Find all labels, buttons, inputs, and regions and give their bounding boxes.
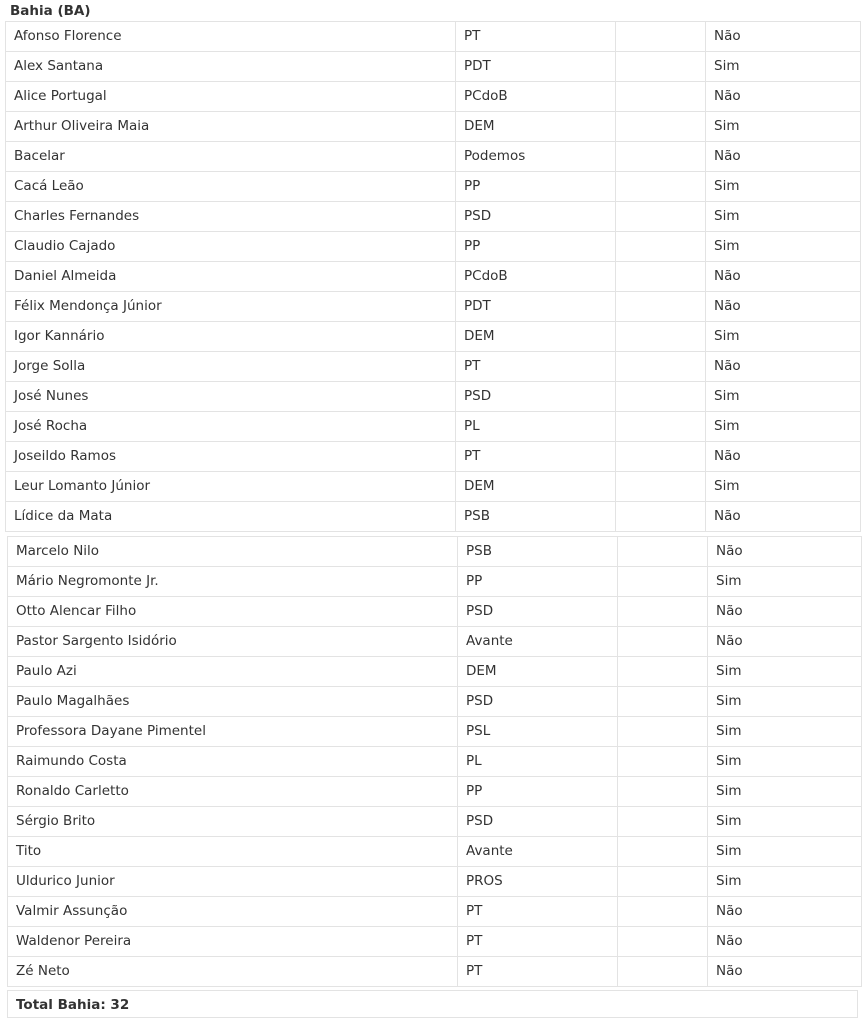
- deputies-table-top-body: [6, 22, 861, 532]
- vote-cell: Não: [706, 352, 861, 382]
- table-row: [6, 412, 861, 442]
- deputy-name-cell: Paulo Azi: [8, 657, 458, 687]
- deputy-name-cell: Zé Neto: [8, 957, 458, 987]
- empty-cell: [616, 172, 706, 202]
- table-row: [6, 442, 861, 472]
- deputy-name-cell: Arthur Oliveira Maia: [6, 112, 456, 142]
- deputies-table-bottom: [7, 536, 862, 987]
- party-cell: PL: [458, 747, 618, 777]
- vote-cell: Não: [708, 627, 862, 657]
- vote-cell: Sim: [708, 567, 862, 597]
- empty-cell: [618, 807, 708, 837]
- party-cell: PSD: [456, 382, 616, 412]
- deputy-name-cell: Afonso Florence: [6, 22, 456, 52]
- table-row: [6, 502, 861, 532]
- vote-cell: Não: [706, 262, 861, 292]
- empty-cell: [618, 837, 708, 867]
- vote-cell: Sim: [708, 867, 862, 897]
- empty-cell: [616, 52, 706, 82]
- party-cell: Avante: [458, 837, 618, 867]
- table-row: [6, 472, 861, 502]
- vote-cell: Sim: [706, 412, 861, 442]
- vote-cell: Não: [706, 142, 861, 172]
- deputy-name-cell: Charles Fernandes: [6, 202, 456, 232]
- empty-cell: [618, 897, 708, 927]
- deputy-name-cell: Cacá Leão: [6, 172, 456, 202]
- party-cell: PP: [458, 567, 618, 597]
- party-cell: PT: [456, 442, 616, 472]
- party-cell: PT: [456, 22, 616, 52]
- deputy-name-cell: Tito: [8, 837, 458, 867]
- vote-cell: Não: [706, 82, 861, 112]
- deputy-name-cell: Mário Negromonte Jr.: [8, 567, 458, 597]
- table-row: [6, 142, 861, 172]
- empty-cell: [618, 567, 708, 597]
- vote-cell: Não: [706, 292, 861, 322]
- table-row: [8, 537, 862, 567]
- party-cell: PL: [456, 412, 616, 442]
- table-row: [6, 352, 861, 382]
- table-row: [8, 657, 862, 687]
- party-cell: DEM: [456, 112, 616, 142]
- party-cell: PT: [458, 897, 618, 927]
- deputy-name-cell: Leur Lomanto Júnior: [6, 472, 456, 502]
- table-row: [8, 927, 862, 957]
- party-cell: PP: [458, 777, 618, 807]
- table-row: [8, 597, 862, 627]
- deputy-name-cell: Sérgio Brito: [8, 807, 458, 837]
- empty-cell: [618, 657, 708, 687]
- party-cell: PSD: [456, 202, 616, 232]
- table-row: [6, 172, 861, 202]
- deputy-name-cell: José Nunes: [6, 382, 456, 412]
- party-cell: DEM: [456, 472, 616, 502]
- empty-cell: [616, 292, 706, 322]
- vote-cell: Não: [708, 537, 862, 567]
- vote-cell: Não: [708, 957, 862, 987]
- party-cell: PCdoB: [456, 82, 616, 112]
- deputy-name-cell: Uldurico Junior: [8, 867, 458, 897]
- party-cell: PSD: [458, 807, 618, 837]
- party-cell: PT: [456, 352, 616, 382]
- table-row: [8, 567, 862, 597]
- empty-cell: [616, 142, 706, 172]
- vote-cell: Não: [706, 22, 861, 52]
- deputy-name-cell: Jorge Solla: [6, 352, 456, 382]
- party-cell: PP: [456, 172, 616, 202]
- empty-cell: [616, 82, 706, 112]
- empty-cell: [616, 382, 706, 412]
- empty-cell: [616, 442, 706, 472]
- empty-cell: [618, 927, 708, 957]
- table-row: [6, 232, 861, 262]
- vote-cell: Sim: [706, 322, 861, 352]
- empty-cell: [618, 867, 708, 897]
- empty-cell: [616, 472, 706, 502]
- party-cell: PP: [456, 232, 616, 262]
- deputy-name-cell: Paulo Magalhães: [8, 687, 458, 717]
- vote-cell: Sim: [706, 232, 861, 262]
- table-row: [8, 627, 862, 657]
- vote-cell: Sim: [708, 747, 862, 777]
- empty-cell: [616, 352, 706, 382]
- deputy-name-cell: Lídice da Mata: [6, 502, 456, 532]
- table-row: [8, 777, 862, 807]
- vote-cell: Sim: [706, 112, 861, 142]
- vote-cell: Sim: [706, 172, 861, 202]
- table-row: [8, 837, 862, 867]
- deputy-name-cell: Igor Kannário: [6, 322, 456, 352]
- empty-cell: [616, 262, 706, 292]
- vote-cell: Sim: [708, 837, 862, 867]
- deputy-name-cell: José Rocha: [6, 412, 456, 442]
- table-row: [8, 867, 862, 897]
- vote-cell: Sim: [706, 202, 861, 232]
- vote-cell: Sim: [706, 52, 861, 82]
- deputy-name-cell: Waldenor Pereira: [8, 927, 458, 957]
- empty-cell: [616, 22, 706, 52]
- party-cell: PSD: [458, 687, 618, 717]
- party-cell: PSB: [456, 502, 616, 532]
- deputies-table-bottom-body: [8, 537, 862, 987]
- state-heading: Bahia (BA): [10, 3, 91, 19]
- table-row: [8, 717, 862, 747]
- empty-cell: [616, 412, 706, 442]
- empty-cell: [618, 777, 708, 807]
- deputy-name-cell: Ronaldo Carletto: [8, 777, 458, 807]
- deputy-name-cell: Pastor Sargento Isidório: [8, 627, 458, 657]
- table-row: [6, 52, 861, 82]
- table-row: [6, 22, 861, 52]
- empty-cell: [616, 112, 706, 142]
- table-row: [6, 112, 861, 142]
- deputy-name-cell: Marcelo Nilo: [8, 537, 458, 567]
- deputies-table-top: [5, 21, 861, 532]
- party-cell: PSB: [458, 537, 618, 567]
- party-cell: PDT: [456, 292, 616, 322]
- deputy-name-cell: Claudio Cajado: [6, 232, 456, 262]
- empty-cell: [618, 747, 708, 777]
- vote-cell: Sim: [708, 657, 862, 687]
- party-cell: PDT: [456, 52, 616, 82]
- table-row: [6, 202, 861, 232]
- vote-cell: Não: [708, 927, 862, 957]
- party-cell: PROS: [458, 867, 618, 897]
- party-cell: Podemos: [456, 142, 616, 172]
- total-count: Total Bahia: 32: [7, 990, 858, 1018]
- deputy-name-cell: Félix Mendonça Júnior: [6, 292, 456, 322]
- deputy-name-cell: Joseildo Ramos: [6, 442, 456, 472]
- vote-cell: Sim: [706, 472, 861, 502]
- deputy-name-cell: Valmir Assunção: [8, 897, 458, 927]
- party-cell: PSL: [458, 717, 618, 747]
- deputy-name-cell: Daniel Almeida: [6, 262, 456, 292]
- table-row: [8, 957, 862, 987]
- vote-cell: Não: [708, 597, 862, 627]
- table-row: [8, 687, 862, 717]
- empty-cell: [618, 717, 708, 747]
- deputy-name-cell: Alice Portugal: [6, 82, 456, 112]
- empty-cell: [618, 687, 708, 717]
- empty-cell: [618, 957, 708, 987]
- deputy-name-cell: Professora Dayane Pimentel: [8, 717, 458, 747]
- party-cell: PT: [458, 957, 618, 987]
- table-row: [6, 382, 861, 412]
- table-row: [8, 897, 862, 927]
- vote-cell: Não: [706, 442, 861, 472]
- party-cell: PT: [458, 927, 618, 957]
- table-row: [8, 807, 862, 837]
- party-cell: Avante: [458, 627, 618, 657]
- empty-cell: [616, 502, 706, 532]
- party-cell: DEM: [456, 322, 616, 352]
- deputy-name-cell: Alex Santana: [6, 52, 456, 82]
- vote-cell: Sim: [708, 717, 862, 747]
- empty-cell: [618, 627, 708, 657]
- vote-cell: Sim: [708, 807, 862, 837]
- vote-cell: Sim: [708, 687, 862, 717]
- table-row: [6, 82, 861, 112]
- vote-cell: Sim: [708, 777, 862, 807]
- table-row: [6, 322, 861, 352]
- vote-cell: Não: [706, 502, 861, 532]
- deputy-name-cell: Bacelar: [6, 142, 456, 172]
- deputy-name-cell: Raimundo Costa: [8, 747, 458, 777]
- table-row: [8, 747, 862, 777]
- table-row: [6, 262, 861, 292]
- vote-cell: Não: [708, 897, 862, 927]
- deputy-name-cell: Otto Alencar Filho: [8, 597, 458, 627]
- empty-cell: [616, 202, 706, 232]
- empty-cell: [616, 232, 706, 262]
- empty-cell: [618, 597, 708, 627]
- table-row: [6, 292, 861, 322]
- empty-cell: [618, 537, 708, 567]
- vote-cell: Sim: [706, 382, 861, 412]
- party-cell: PSD: [458, 597, 618, 627]
- empty-cell: [616, 322, 706, 352]
- party-cell: PCdoB: [456, 262, 616, 292]
- party-cell: DEM: [458, 657, 618, 687]
